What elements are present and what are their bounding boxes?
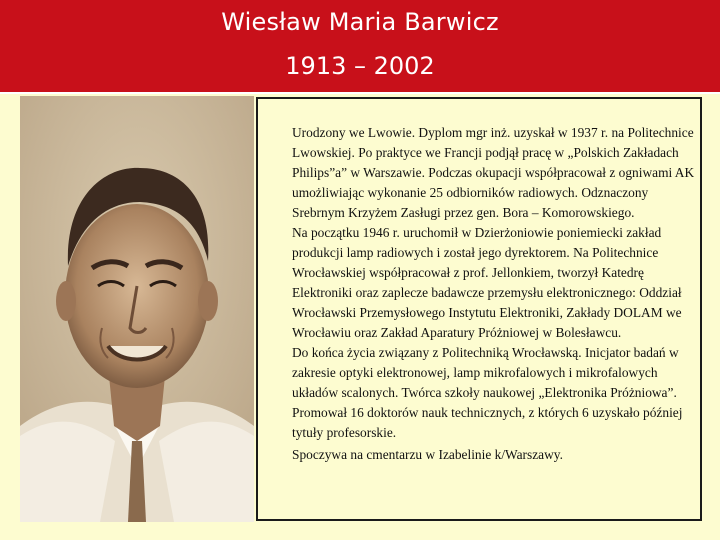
bio-paragraph-1: Urodzony we Lwowie. Dyplom mgr inż. uzyskał w 1937 r. na Politechnice Lwowskiej. Po praktyce we Francji podjął pracę w „Polskich Zakładach Philips”a” w Warszawie. Podczas okupacji współpracował z ogniwami AK umożliwiając wykonanie 25 odbiorników radiowych. Odznaczony Srebrnym Krzyżem Zasługi przez gen. Bora – Komorowskiego. <box>292 125 695 220</box>
bio-paragraph-3: Do końca życia związany z Politechniką Wrocławską. Inicjator badań w zakresie optyki elektronowej, lamp mikrofalowych i mikrofalowych układów scalonych. Twórca szkoły naukowej „Elektronika Próżniowa”. Promował 16 doktorów nauk technicznych, z których 6 uzyskało później tytuły profesorskie. <box>292 345 683 440</box>
bio-paragraph-4: Spoczywa na cmentarzu w Izabelinie k/Warszawy. <box>292 447 563 462</box>
portrait-photo-icon <box>20 96 254 522</box>
life-years: 1913 – 2002 <box>285 52 435 80</box>
portrait-photo <box>20 96 254 522</box>
biography-text <box>292 123 702 465</box>
bio-paragraph-2: Na początku 1946 r. uruchomił w Dzierżoniowie poniemiecki zakład produkcji lamp radiowych i został jego dyrektorem. Na Politechnice Wrocławskiej współpracował z prof. Jellonkiem, tworzył Katedrę Elektroniki oraz zaplecze badawcze przemysłu elektronicznego: Oddział Wrocławski Przemysłowego Instytutu Elektroniki, Zakłady DOLAM we Wrocławiu oraz Zakład Aparatury Próżniowej w Bolesławcu. <box>292 225 682 340</box>
banner-divider <box>0 92 720 94</box>
title-banner <box>0 0 720 92</box>
person-name: Wiesław Maria Barwicz <box>221 8 499 36</box>
biography-box <box>256 97 702 521</box>
